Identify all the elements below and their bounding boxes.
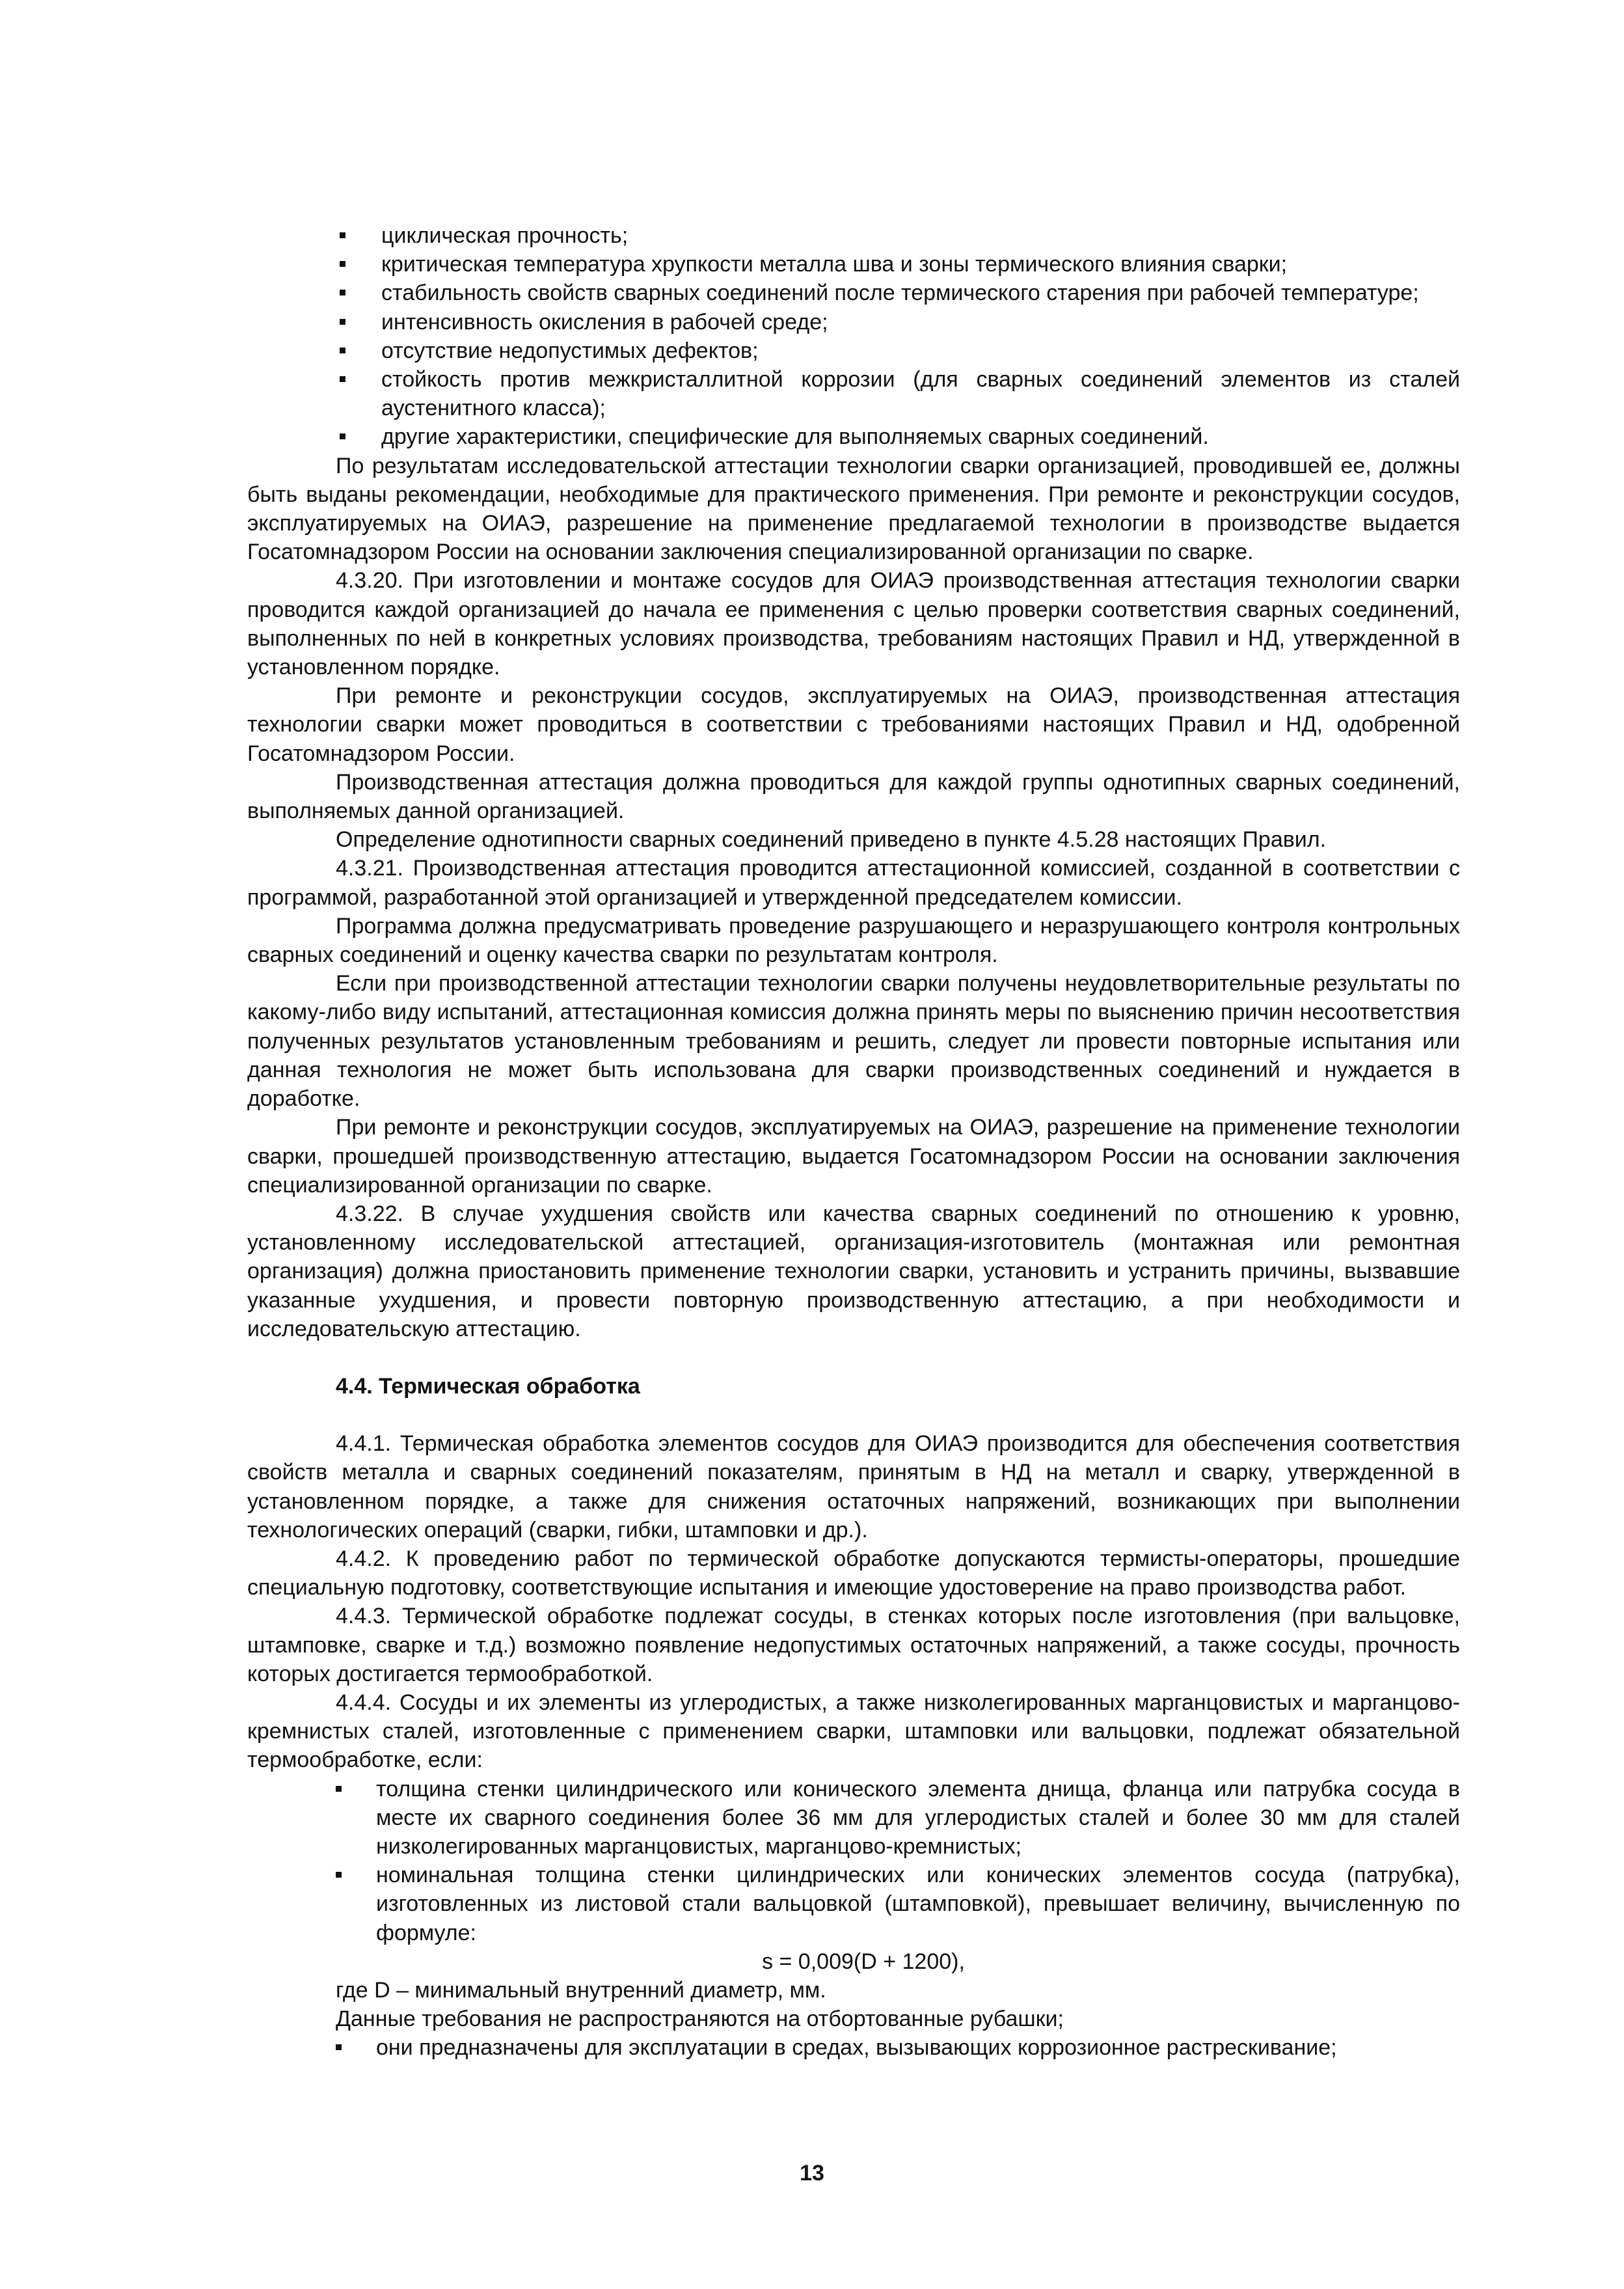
- bullet-square-icon: [340, 290, 345, 295]
- list-item: [247, 250, 1460, 279]
- bullet-square-icon: [340, 232, 345, 238]
- list-item: [247, 365, 1460, 422]
- list-item-text: критическая температура хрупкости металла шва и зоны термического влияния сварки;: [381, 252, 1288, 277]
- section-heading: 4.4. Термическая обработка: [336, 1373, 640, 1399]
- paragraph: 4.4.4. Сосуды и их элементы из углеродистых, а также низколегированных марганцовистых и марганцово-кремнистых сталей, изготовленные с применением сварки, штамповки или вальцовки, подлежат обязательной термообработке, если:: [247, 1690, 1460, 1773]
- paragraph: Определение однотипности сварных соединений приведено в пункте 4.5.28 настоящих Правил.: [336, 827, 1327, 853]
- paragraph: Программа должна предусматривать проведение разрушающего и неразрушающего контроля контрольных сварных соединений и оценку качества сварки по результатам контроля.: [247, 913, 1460, 968]
- paragraph: 4.4.2. К проведению работ по термической обработке допускаются термисты-операторы, прошедшие специальную подготовку, соответствующие испытания и имеющие удостоверение на право производства работ.: [247, 1546, 1460, 1600]
- paragraph: 4.3.20. При изготовлении и монтаже сосудов для ОИАЭ производственная аттестация технологии сварки проводится каждой организацией до начала ее применения с целью проверки соответствия сварных соединений, выполненных по ней в конкретных условиях производства, требованиям настоящих Правил и НД, утвержденной в установленном порядке.: [247, 568, 1460, 680]
- list-item-text: отсутствие недопустимых дефектов;: [381, 338, 759, 363]
- bullet-square-icon: [340, 348, 345, 353]
- formula: s = 0,009(D + 1200),: [762, 1949, 965, 1974]
- page-number: 13: [800, 2161, 824, 2186]
- list-item-text: номинальная толщина стенки цилиндрических или конических элементов сосуда (патрубка), изготовленных из листовой стали вальцовкой (штамповкой), превышает величину, вычисленную по формуле:: [376, 1863, 1460, 1945]
- bullet-square-icon: [336, 1786, 342, 1792]
- list-item-text: стабильность свойств сварных соединений после термического старения при рабочей температуре;: [381, 281, 1419, 306]
- paragraph: 4.3.21. Производственная аттестация проводится аттестационной комиссией, созданной в соответствии с программой, разработанной этой организацией и утвержденной председателем комиссии.: [247, 856, 1460, 910]
- list-item-text: другие характеристики, специфические для выполняемых сварных соединений.: [381, 424, 1209, 450]
- list-item-text: толщина стенки цилиндрического или конического элемента днища, фланца или патрубка сосуда в месте их сварного соединения более 36 мм для углеродистых сталей и более 30 мм для сталей низколегированных марганцовистых, марганцово-кремнистых;: [376, 1776, 1460, 1859]
- list-item: [247, 279, 1460, 307]
- paragraph: 4.4.1. Термическая обработка элементов сосудов для ОИАЭ производится для обеспечения соответствия свойств металла и сварных соединений показателям, принятым в НД на металл и сварку, утвержденной в установленном порядке, а также для снижения остаточных напряжений, возникающих при выполнении технологических операций (сварки, гибки, штамповки и др.).: [247, 1431, 1460, 1542]
- paragraph: Производственная аттестация должна проводиться для каждой группы однотипных сварных соединений, выполняемых данной организацией.: [247, 769, 1460, 824]
- paragraph: По результатам исследовательской аттестации технологии сварки организацией, проводившей ее, должны быть выданы рекомендации, необходимые для практического применения. При ремонте и реконструкции сосудов, эксплуатируемых на ОИАЭ, разрешение на применение предлагаемой технологии в производстве выдается Госатомнадзором России на основании заключения специализированной организации по сварке.: [247, 453, 1460, 565]
- list-item: [247, 2033, 1460, 2062]
- bullet-square-icon: [340, 433, 345, 439]
- formula-note-2: Данные требования не распространяются на отбортованные рубашки;: [336, 2007, 1064, 2032]
- paragraph: При ремонте и реконструкции сосудов, эксплуатируемых на ОИАЭ, производственная аттестация технологии сварки может проводиться в соответствии с требованиями настоящих Правил и НД, одобренной Госатомнадзором России.: [247, 683, 1460, 766]
- list-item-text: интенсивность окисления в рабочей среде;: [381, 309, 828, 335]
- bullet-square-icon: [340, 376, 345, 382]
- list-item: [247, 1775, 1460, 1861]
- bullet-square-icon: [340, 319, 345, 325]
- list-item-text: циклическая прочность;: [381, 223, 629, 248]
- list-item: [247, 308, 1460, 336]
- bullet-square-icon: [340, 261, 345, 267]
- list-item-text: стойкость против межкристаллитной коррозии (для сварных соединений элементов из сталей аустенитного класса);: [381, 367, 1460, 421]
- list-item: [247, 336, 1460, 365]
- list-item: [247, 221, 1460, 250]
- paragraph: 4.4.3. Термической обработке подлежат сосуды, в стенках которых после изготовления (при вальцовке, штамповке, сварке и т.д.) возможно появление недопустимых остаточных напряжений, а также сосуды, прочность которых достигается термообработкой.: [247, 1604, 1460, 1686]
- paragraph: При ремонте и реконструкции сосудов, эксплуатируемых на ОИАЭ, разрешение на применение технологии сварки, прошедшей производственную аттестацию, выдается Госатомнадзором России на основании заключения специализированной организации по сварке.: [247, 1115, 1460, 1198]
- list-item: [247, 1861, 1460, 1947]
- paragraph: 4.3.22. В случае ухудшения свойств или качества сварных соединений по отношению к уровню, установленному исследовательской аттестацией, организация-изготовитель (монтажная или ремонтная организация) должна приостановить применение технологии сварки, установить и устранить причины, вызвавшие указанные ухудшения, и провести повторную производственную аттестацию, а при необходимости и исследовательскую аттестацию.: [247, 1201, 1460, 1341]
- formula-note: где D – минимальный внутренний диаметр, мм.: [336, 1977, 826, 2003]
- bullet-square-icon: [336, 1872, 342, 1878]
- paragraph: Если при производственной аттестации технологии сварки получены неудовлетворительные результаты по какому-либо виду испытаний, аттестационная комиссия должна принять меры по выяснению причин несоответствия полученных результатов установленным требованиям и решить, следует ли провести повторные испытания или данная технология не может быть использована для сварки производственных соединений и нуждается в доработке.: [247, 971, 1460, 1112]
- list-item: [247, 422, 1460, 451]
- bullet-square-icon: [336, 2044, 342, 2050]
- list-item-text: они предназначены для эксплуатации в средах, вызывающих коррозионное растрескивание;: [376, 2035, 1337, 2061]
- document-body: [247, 221, 1460, 2063]
